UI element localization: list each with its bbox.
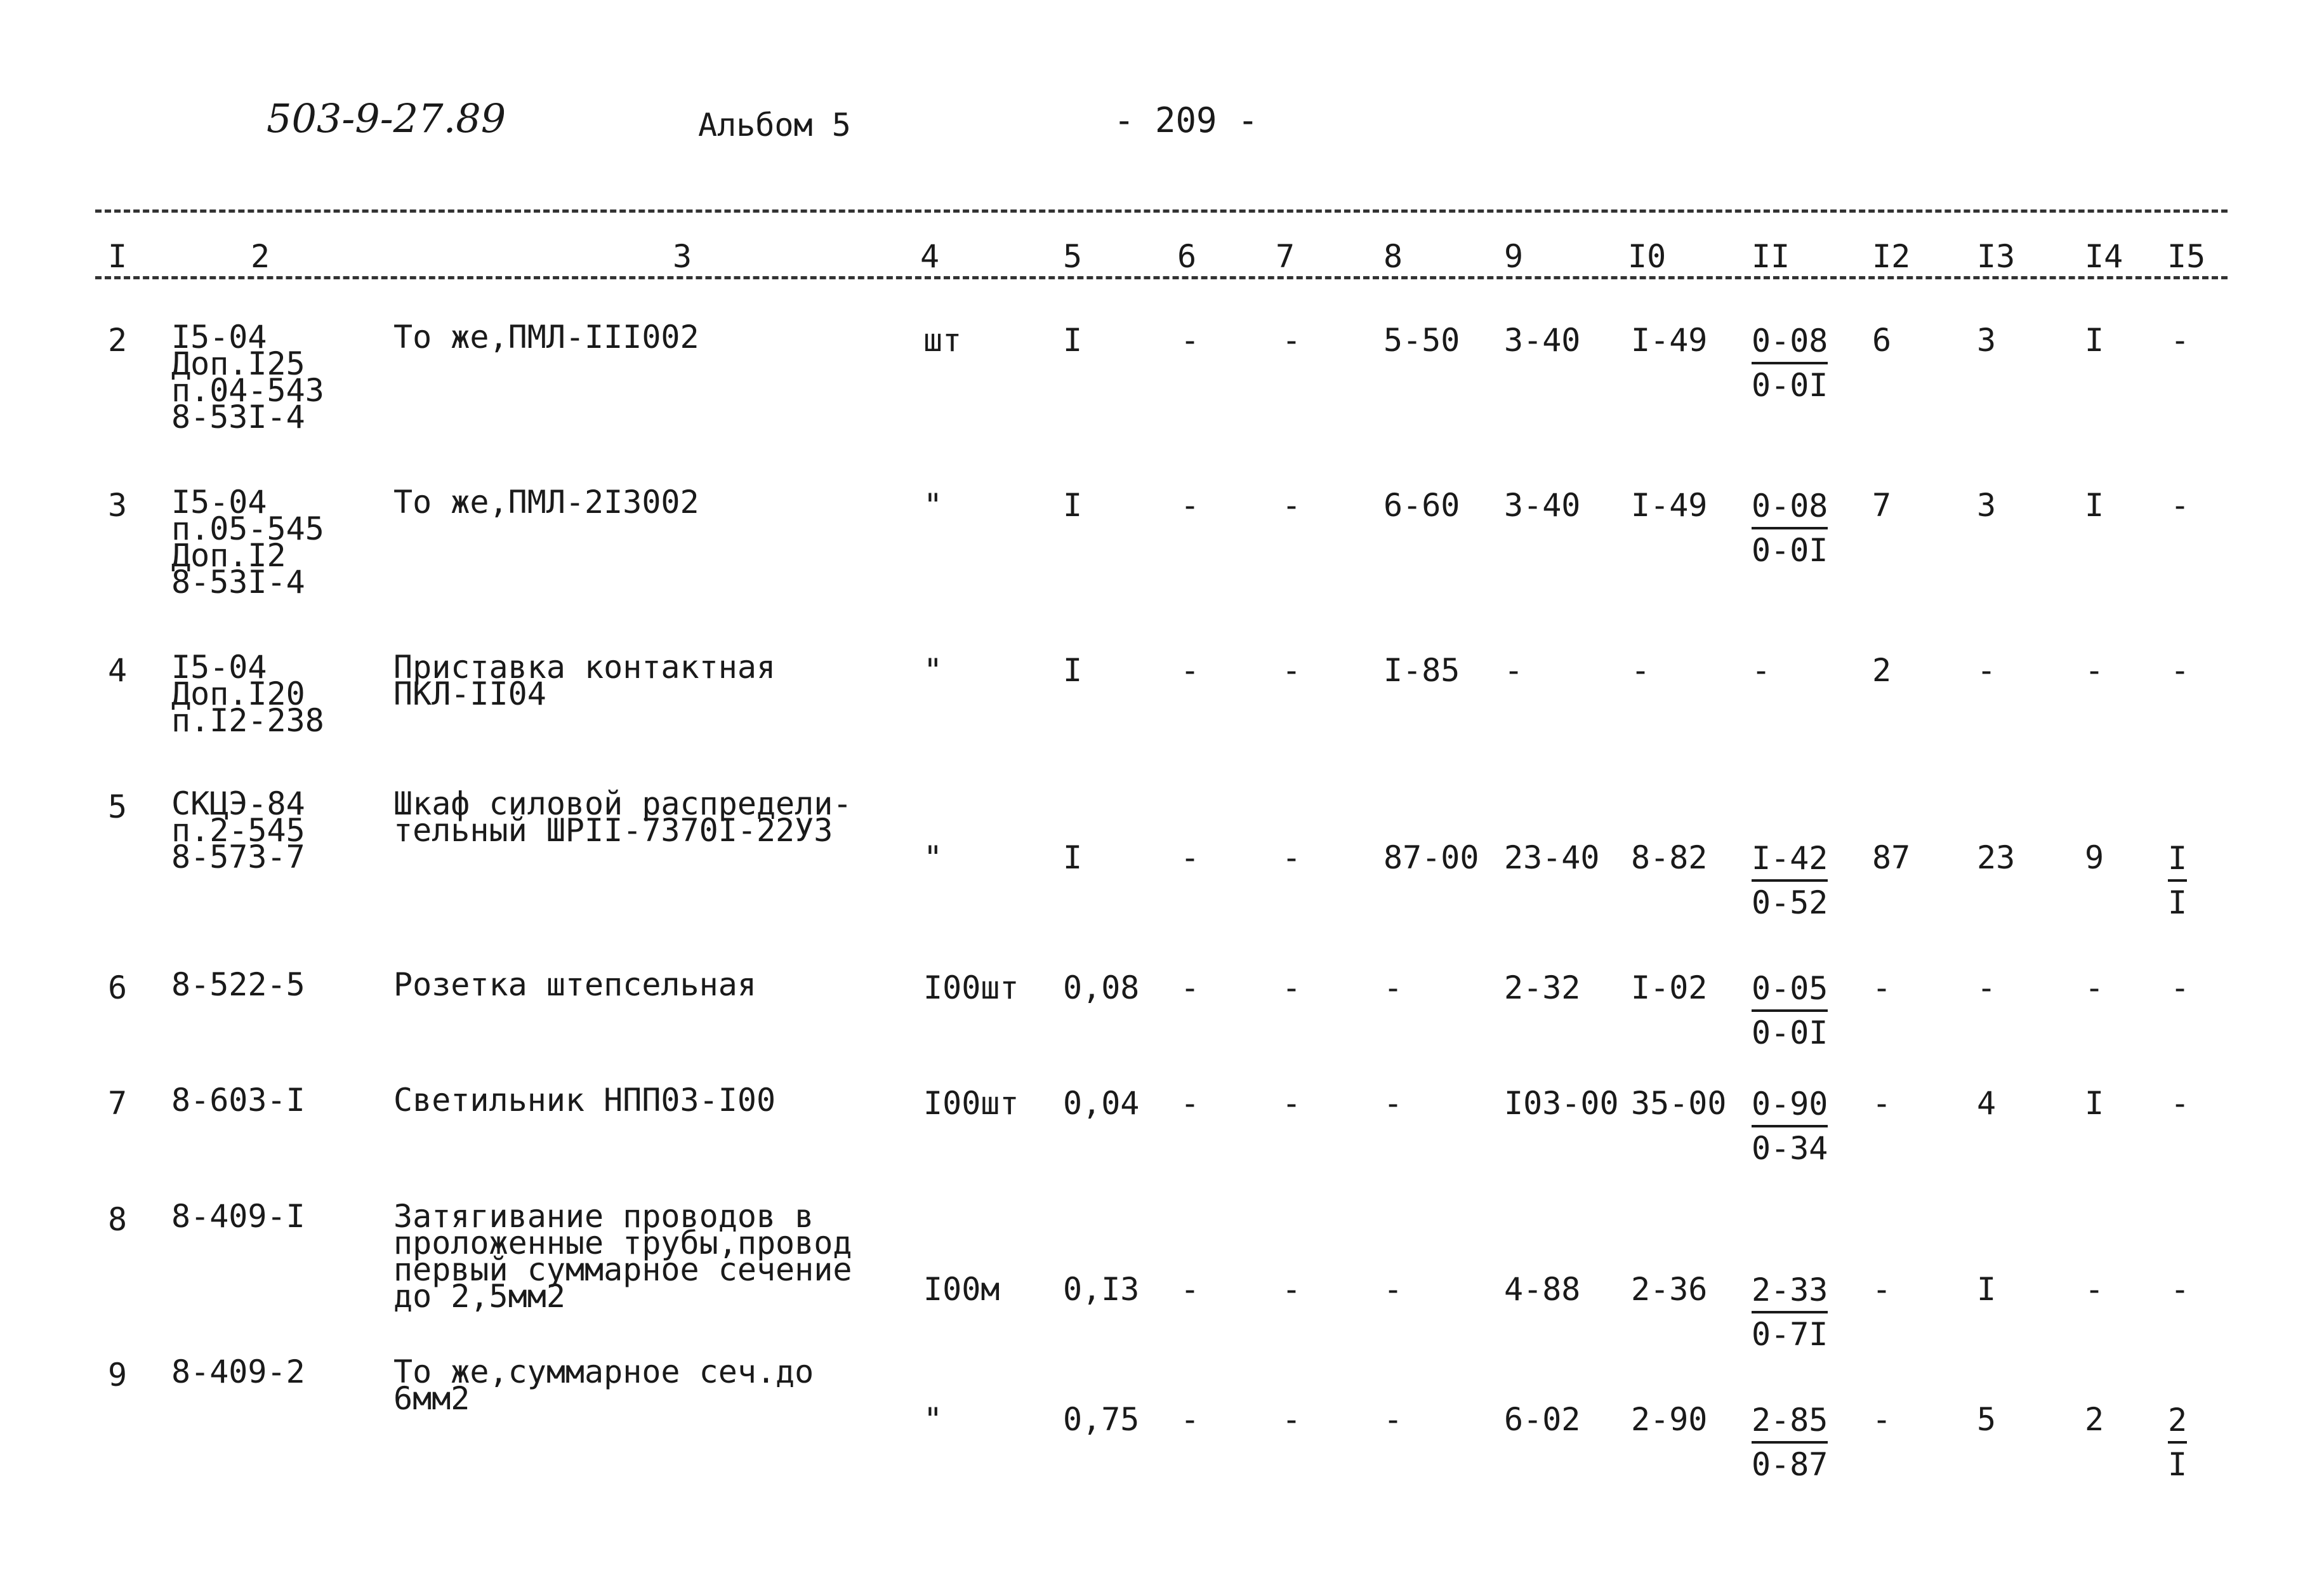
value-cell-c12: 87: [1872, 839, 1911, 876]
name-line: ПКЛ-II04: [393, 675, 546, 712]
column-number: 2: [251, 238, 270, 275]
value-cell-c10: 8-82: [1631, 839, 1708, 876]
top-divider: [95, 209, 2228, 213]
fraction-cell-i5: [2168, 1399, 2187, 1485]
name-line: Розетка штепсельная: [393, 966, 756, 1003]
value-cell-c12: 2: [1872, 652, 1892, 689]
fraction-denominator: 0-52: [1752, 884, 1828, 921]
fraction-denominator: 0-0I: [1752, 532, 1828, 569]
value-cell-c15: -: [2170, 322, 2190, 359]
album-label: Альбом 5: [698, 107, 851, 143]
fraction-cell-ii: [1752, 320, 1828, 406]
value-cell-c6: -: [1180, 1085, 1200, 1122]
code-line: п.2-545: [171, 812, 305, 849]
value-cell-c14: I: [2085, 487, 2104, 524]
code-line: 8-409-2: [171, 1353, 305, 1390]
column-number: I5: [2167, 238, 2206, 275]
fraction-cell-ii: [1752, 1083, 1828, 1169]
value-cell-c12: -: [1872, 1085, 1892, 1122]
code-line: Доп.I2: [171, 537, 286, 574]
value-cell-c9: 4-88: [1504, 1271, 1581, 1308]
unit-cell: ": [923, 487, 943, 524]
quantity-cell: I: [1063, 652, 1083, 689]
value-cell-c9: 3-40: [1504, 487, 1581, 524]
fraction-numerator: 0-08: [1752, 320, 1828, 364]
fraction-cell-i5: [2168, 837, 2187, 924]
fraction-numerator: I-42: [1752, 837, 1828, 882]
fraction-numerator: 0-08: [1752, 485, 1828, 529]
value-cell-c10: I-49: [1631, 487, 1708, 524]
quantity-cell: 0,75: [1063, 1401, 1140, 1438]
value-cell-c8: 5-50: [1383, 322, 1460, 359]
unit-cell: ": [923, 652, 943, 689]
name-line: до 2,5мм2: [393, 1278, 565, 1315]
value-cell-c15: -: [2170, 487, 2190, 524]
value-cell-c15: -: [2170, 1085, 2190, 1122]
name-line: Приставка контактная: [393, 649, 776, 686]
value-cell-c14: -: [2085, 969, 2104, 1006]
code-line: п.05-545: [171, 510, 324, 547]
value-cell-c13: 23: [1977, 839, 2016, 876]
value-cell-c7: -: [1282, 1271, 1302, 1308]
value-cell-c9: 2-32: [1504, 969, 1581, 1006]
fraction-denominator: 0-7I: [1752, 1316, 1828, 1353]
value-cell-c7: -: [1282, 487, 1302, 524]
value-cell-c14: 2: [2085, 1401, 2104, 1438]
code-line: 8-573-7: [171, 839, 305, 875]
value-cell-c8: -: [1383, 1401, 1403, 1438]
quantity-cell: I: [1063, 487, 1083, 524]
row-number: 4: [108, 652, 128, 689]
row-number: 7: [108, 1085, 128, 1122]
column-number: 5: [1063, 238, 1083, 275]
name-line: проложенные трубы,провод: [393, 1225, 852, 1261]
row-number: 9: [108, 1357, 128, 1393]
value-cell-c9: 23-40: [1504, 839, 1600, 876]
value-cell-c6: -: [1180, 652, 1200, 689]
value-cell-c8: 87-00: [1383, 839, 1479, 876]
fraction-numerator: 2-85: [1752, 1399, 1828, 1444]
value-cell-c8: 6-60: [1383, 487, 1460, 524]
code-line: 8-53I-4: [171, 399, 305, 435]
fraction-numerator: 2-33: [1752, 1269, 1828, 1313]
row-number: 3: [108, 487, 128, 524]
unit-cell: I00шт: [923, 969, 1019, 1006]
code-line: СКЦЭ-84: [171, 785, 305, 822]
quantity-cell: 0,08: [1063, 969, 1140, 1006]
value-cell-c10: I-49: [1631, 322, 1708, 359]
code-line: I5-04: [171, 484, 267, 521]
value-cell-c6: -: [1180, 969, 1200, 1006]
value-cell-c6: -: [1180, 1271, 1200, 1308]
value-cell-c14: I: [2085, 1085, 2104, 1122]
fraction-denominator: 0-0I: [1752, 367, 1828, 404]
column-number: 8: [1383, 238, 1403, 275]
value-cell-c13: -: [1977, 652, 1997, 689]
unit-cell: ": [923, 839, 943, 876]
value-cell-c15: -: [2170, 652, 2190, 689]
row-number: 6: [108, 969, 128, 1006]
code-line: 8-603-I: [171, 1082, 305, 1119]
row-number: 2: [108, 322, 128, 359]
value-cell-c10: 2-36: [1631, 1271, 1708, 1308]
fraction-cell-ii: [1752, 485, 1828, 571]
fraction-numerator: I: [2168, 837, 2187, 882]
value-cell-c7: -: [1282, 969, 1302, 1006]
column-number: 9: [1504, 238, 1524, 275]
name-line: Светильник НПП03-I00: [393, 1082, 776, 1119]
value-cell-c13: 3: [1977, 322, 1997, 359]
quantity-cell: I: [1063, 322, 1083, 359]
value-cell-c6: -: [1180, 1401, 1200, 1438]
fraction-denominator: 0-0I: [1752, 1014, 1828, 1051]
column-number: 7: [1276, 238, 1295, 275]
name-line: Затягивание проводов в: [393, 1198, 814, 1235]
column-number: I3: [1977, 238, 2016, 275]
value-cell-c13: 3: [1977, 487, 1997, 524]
unit-cell: I00м: [923, 1271, 1000, 1308]
unit-cell: I00шт: [923, 1085, 1019, 1122]
value-cell-c7: -: [1282, 322, 1302, 359]
value-cell-c15: -: [2170, 1271, 2190, 1308]
value-cell-c14: 9: [2085, 839, 2104, 876]
value-cell-c9: I03-00: [1504, 1085, 1619, 1122]
value-cell-c15: -: [2170, 969, 2190, 1006]
fraction-numerator: 2: [2168, 1399, 2187, 1444]
row-number: 8: [108, 1201, 128, 1238]
value-cell-c13: 4: [1977, 1085, 1997, 1122]
code-line: 8-522-5: [171, 966, 305, 1003]
name-line: первый суммарное сечение: [393, 1251, 852, 1288]
value-cell-c7: -: [1282, 652, 1302, 689]
value-cell-c8: -: [1383, 969, 1403, 1006]
name-line: То же,ПМЛ-III002: [393, 319, 699, 356]
fraction-cell-ii: [1752, 1399, 1828, 1485]
value-cell-c12: -: [1872, 969, 1892, 1006]
value-cell-c10: 2-90: [1631, 1401, 1708, 1438]
name-line: То же,ПМЛ-2I3002: [393, 484, 699, 521]
value-cell-c10: -: [1631, 652, 1651, 689]
code-line: п.I2-238: [171, 702, 324, 739]
code-line: I5-04: [171, 649, 267, 686]
name-line: Шкаф силовой распредели-: [393, 785, 852, 822]
header-divider: [95, 276, 2228, 279]
value-cell-c11: -: [1752, 652, 1771, 689]
fraction-numerator: 0-90: [1752, 1083, 1828, 1127]
fraction-cell-ii: [1752, 1269, 1828, 1355]
code-line: 8-53I-4: [171, 564, 305, 601]
quantity-cell: I: [1063, 839, 1083, 876]
column-number: 4: [920, 238, 940, 275]
fraction-denominator: I: [2168, 1446, 2188, 1483]
unit-cell: ": [923, 1401, 943, 1438]
code-line: Доп.I25: [171, 345, 305, 382]
code-line: Доп.I20: [171, 675, 305, 712]
value-cell-c12: -: [1872, 1401, 1892, 1438]
name-line: То же,суммарное сеч.до: [393, 1353, 814, 1390]
name-line: 6мм2: [393, 1380, 470, 1417]
value-cell-c14: I: [2085, 322, 2104, 359]
column-number: I: [108, 238, 128, 275]
column-number: I2: [1872, 238, 1911, 275]
fraction-numerator: 0-05: [1752, 967, 1828, 1012]
code-line: I5-04: [171, 319, 267, 356]
value-cell-c8: -: [1383, 1271, 1403, 1308]
code-line: 8-409-I: [171, 1198, 305, 1235]
quantity-cell: 0,I3: [1063, 1271, 1140, 1308]
value-cell-c14: -: [2085, 1271, 2104, 1308]
value-cell-c6: -: [1180, 487, 1200, 524]
value-cell-c12: -: [1872, 1271, 1892, 1308]
value-cell-c13: I: [1977, 1271, 1997, 1308]
fraction-denominator: 0-34: [1752, 1130, 1828, 1167]
column-number: 6: [1177, 238, 1197, 275]
unit-cell: шт: [923, 322, 962, 359]
value-cell-c9: 3-40: [1504, 322, 1581, 359]
value-cell-c10: 35-00: [1631, 1085, 1727, 1122]
value-cell-c6: -: [1180, 839, 1200, 876]
column-number: I0: [1628, 238, 1667, 275]
quantity-cell: 0,04: [1063, 1085, 1140, 1122]
value-cell-c10: I-02: [1631, 969, 1708, 1006]
fraction-cell-ii: [1752, 967, 1828, 1054]
fraction-cell-ii: [1752, 837, 1828, 924]
value-cell-c6: -: [1180, 322, 1200, 359]
fraction-denominator: 0-87: [1752, 1446, 1828, 1483]
column-number: I4: [2085, 238, 2123, 275]
code-line: п.04-543: [171, 372, 324, 409]
value-cell-c13: 5: [1977, 1401, 1997, 1438]
value-cell-c7: -: [1282, 1401, 1302, 1438]
value-cell-c8: -: [1383, 1085, 1403, 1122]
column-number: II: [1752, 238, 1790, 275]
value-cell-c12: 6: [1872, 322, 1892, 359]
name-line: тельный ШРII-7370I-22У3: [393, 812, 833, 849]
page-number: - 209 -: [1114, 100, 1258, 140]
value-cell-c13: -: [1977, 969, 1997, 1006]
value-cell-c12: 7: [1872, 487, 1892, 524]
document-code: 503-9-27.89: [267, 95, 506, 142]
column-number: 3: [673, 238, 692, 275]
fraction-denominator: I: [2168, 884, 2188, 921]
value-cell-c7: -: [1282, 1085, 1302, 1122]
value-cell-c9: -: [1504, 652, 1524, 689]
value-cell-c7: -: [1282, 839, 1302, 876]
value-cell-c9: 6-02: [1504, 1401, 1581, 1438]
value-cell-c14: -: [2085, 652, 2104, 689]
value-cell-c8: I-85: [1383, 652, 1460, 689]
row-number: 5: [108, 788, 128, 825]
